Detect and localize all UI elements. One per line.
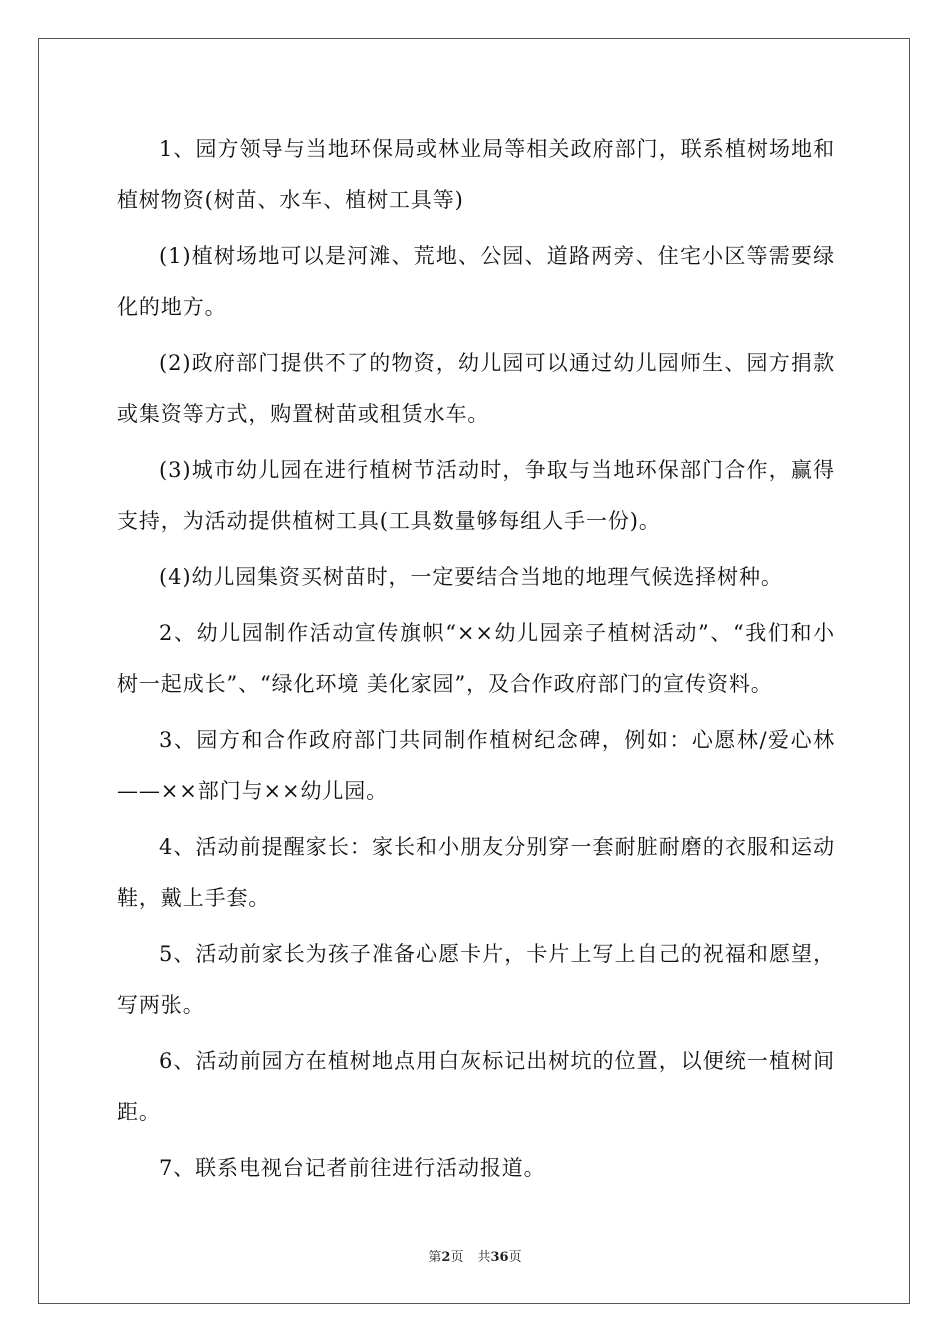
- page-footer: [0, 1246, 950, 1265]
- paragraph-1-3: (3)城市幼儿园在进行植树节活动时，争取与当地环保部门合作，赢得支持，为活动提供植树工具(工具数量够每组人手一份)。: [117, 458, 835, 533]
- paragraph-1-1: (1)植树场地可以是河滩、荒地、公园、道路两旁、住宅小区等需要绿化的地方。: [117, 244, 835, 319]
- page-suffix: 页: [450, 1250, 464, 1265]
- paragraph-6: 6、活动前园方在植树地点用白灰标记出树坑的位置，以便统一植树间距。: [117, 1049, 835, 1124]
- total-pages: 36: [490, 1250, 509, 1265]
- paragraph-5: 5、活动前家长为孩子准备心愿卡片，卡片上写上自己的祝福和愿望，写两张。: [117, 942, 835, 1017]
- paragraph-1-2: (2)政府部门提供不了的物资，幼儿园可以通过幼儿园师生、园方捐款或集资等方式，购置树苗或租赁水车。: [117, 351, 835, 426]
- paragraph-4: 4、活动前提醒家长：家长和小朋友分别穿一套耐脏耐磨的衣服和运动鞋，戴上手套。: [117, 835, 835, 910]
- total-suffix: 页: [508, 1250, 522, 1265]
- paragraph-2: 2、幼儿园制作活动宣传旗帜“××幼儿园亲子植树活动”、“我们和小树一起成长”、“绿化环境 美化家园”，及合作政府部门的宣传资料。: [117, 621, 835, 696]
- paragraph-7: 7、联系电视台记者前往进行活动报道。: [159, 1156, 546, 1180]
- document-body: [117, 124, 835, 1199]
- total-prefix: 共: [477, 1250, 491, 1265]
- paragraph-3: 3、园方和合作政府部门共同制作植树纪念碑，例如：心愿林/爱心林——××部门与××幼儿园。: [117, 728, 835, 803]
- page-number: 2: [441, 1250, 451, 1265]
- paragraph-1: 1、园方领导与当地环保局或林业局等相关政府部门，联系植树场地和植树物资(树苗、水车、植树工具等): [117, 137, 835, 212]
- page-prefix: 第: [428, 1250, 442, 1265]
- paragraph-1-4: (4)幼儿园集资买树苗时，一定要结合当地的地理气候选择树种。: [159, 565, 783, 589]
